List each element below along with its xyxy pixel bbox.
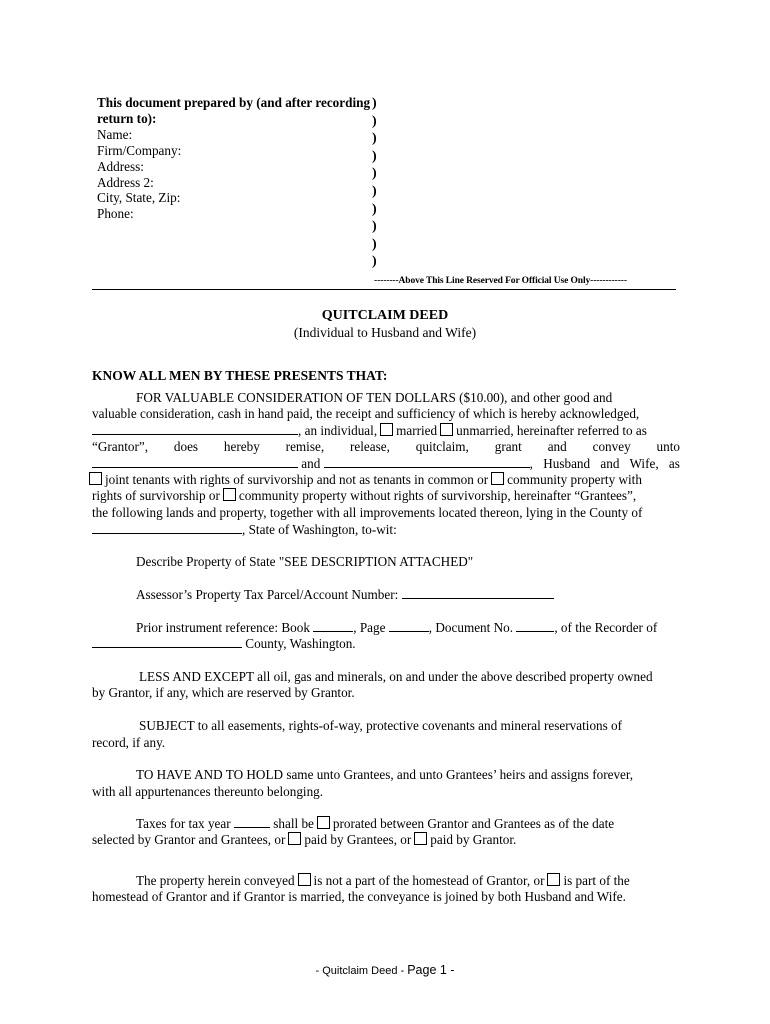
subject-line-2: record, if any. xyxy=(92,735,166,750)
document-no-field[interactable] xyxy=(516,620,554,632)
page-field[interactable] xyxy=(389,620,429,632)
recorder-county-line: County, Washington. xyxy=(92,636,356,652)
firm-label: Firm/Company: xyxy=(97,142,182,158)
return-to-label: return to): xyxy=(97,110,157,126)
assessor-line: Assessor’s Property Tax Parcel/Account Number: xyxy=(136,587,554,603)
city-label: City, State, Zip: xyxy=(97,190,181,206)
phone-label: Phone: xyxy=(97,206,134,222)
page-footer xyxy=(0,963,770,977)
taxes-line-2: selected by Grantor and Grantees, or paid by Grantees, or paid by Grantor. xyxy=(92,832,517,847)
address2-label: Address 2: xyxy=(97,174,154,190)
is-homestead-checkbox[interactable] xyxy=(547,873,560,886)
less-except-line-2: by Grantor, if any, which are reserved by Grantor. xyxy=(92,685,355,700)
grantee2-name-field[interactable] xyxy=(324,456,530,468)
subject-line-1: SUBJECT to all easements, rights-of-way, protective covenants and mineral reservations of xyxy=(139,718,623,733)
paid-by-grantor-checkbox[interactable] xyxy=(414,832,427,845)
tax-year-field[interactable] xyxy=(234,816,270,828)
reserved-line-label: --------Above This Line Reserved For Official Use Only------------ xyxy=(374,276,627,286)
community-with-checkbox[interactable] xyxy=(491,472,504,485)
grantee1-name-field[interactable] xyxy=(92,456,298,468)
recorder-county-field[interactable] xyxy=(92,636,242,648)
prorated-checkbox[interactable] xyxy=(317,816,330,829)
homestead-line-2: homestead of Grantor and if Grantor is married, the conveyance is joined by both Husband and Wife. xyxy=(92,889,626,904)
tenancy-line: joint tenants with rights of survivorship and not as tenants in common or community property with xyxy=(89,472,681,488)
habendum-line-2: with all appurtenances thereunto belonging. xyxy=(92,784,324,799)
grantor-name-line: , an individual, married unmarried, hereinafter referred to as xyxy=(92,423,680,439)
divider xyxy=(92,289,676,290)
know-all-men-heading: KNOW ALL MEN BY THESE PRESENTS THAT: xyxy=(92,368,388,383)
married-checkbox[interactable] xyxy=(380,423,393,436)
consideration-line-1: FOR VALUABLE CONSIDERATION OF TEN DOLLARS ($10.00), and other good and xyxy=(136,390,613,405)
address-label: Address: xyxy=(97,158,144,174)
habendum-line-1: TO HAVE AND TO HOLD same unto Grantees, and unto Grantees’ heirs and assigns forever, xyxy=(136,767,634,782)
footer-label: - Quitclaim Deed - xyxy=(315,965,405,977)
name-label: Name: xyxy=(97,126,133,142)
less-except-line-1: LESS AND EXCEPT all oil, gas and minerals, on and under the above described property owned xyxy=(139,669,653,684)
describe-property: Describe Property of State "SEE DESCRIPTION ATTACHED" xyxy=(136,554,474,569)
not-homestead-checkbox[interactable] xyxy=(298,873,311,886)
page-number: Page 1 - xyxy=(407,963,455,977)
parcel-number-field[interactable] xyxy=(402,587,554,599)
joint-tenants-checkbox[interactable] xyxy=(89,472,102,485)
prior-instrument-line: Prior instrument reference: Book , Page , Document No. , of the Recorder of xyxy=(136,620,658,635)
county-field[interactable] xyxy=(92,522,242,534)
document-subtitle: (Individual to Husband and Wife) xyxy=(293,325,477,340)
community-without-checkbox[interactable] xyxy=(223,488,236,501)
unmarried-checkbox[interactable] xyxy=(440,423,453,436)
preparer-block xyxy=(97,95,372,222)
grantees-line: and , Husband and Wife, as xyxy=(92,456,680,472)
county-state-line: , State of Washington, to-wit: xyxy=(92,522,397,538)
lands-line: the following lands and property, together with all improvements located thereon, lying in the County of xyxy=(92,505,643,520)
grantor-name-field[interactable] xyxy=(92,423,298,435)
grantor-convey-line: “Grantor”, does hereby remise, release, quitclaim, grant and convey unto xyxy=(92,439,680,454)
document-title: QUITCLAIM DEED xyxy=(321,308,449,323)
homestead-line-1: The property herein conveyed is not a part of the homestead of Grantor, or is part of the xyxy=(136,873,630,888)
paid-by-grantees-checkbox[interactable] xyxy=(288,832,301,845)
consideration-line-2: valuable consideration, cash in hand paid, the receipt and sufficiency of which is hereby acknowledged, xyxy=(92,406,640,421)
taxes-line-1: Taxes for tax year shall be prorated between Grantor and Grantees as of the date xyxy=(136,816,615,831)
bracket-column: ) ) ) ) ) ) ) ) ) ) xyxy=(372,96,377,270)
book-field[interactable] xyxy=(313,620,353,632)
prepared-by-label: This document prepared by (and after recording xyxy=(97,95,371,110)
tenancy-line-2: rights of survivorship or community property without rights of survivorship, hereinafter “Grantees”, xyxy=(92,488,637,503)
